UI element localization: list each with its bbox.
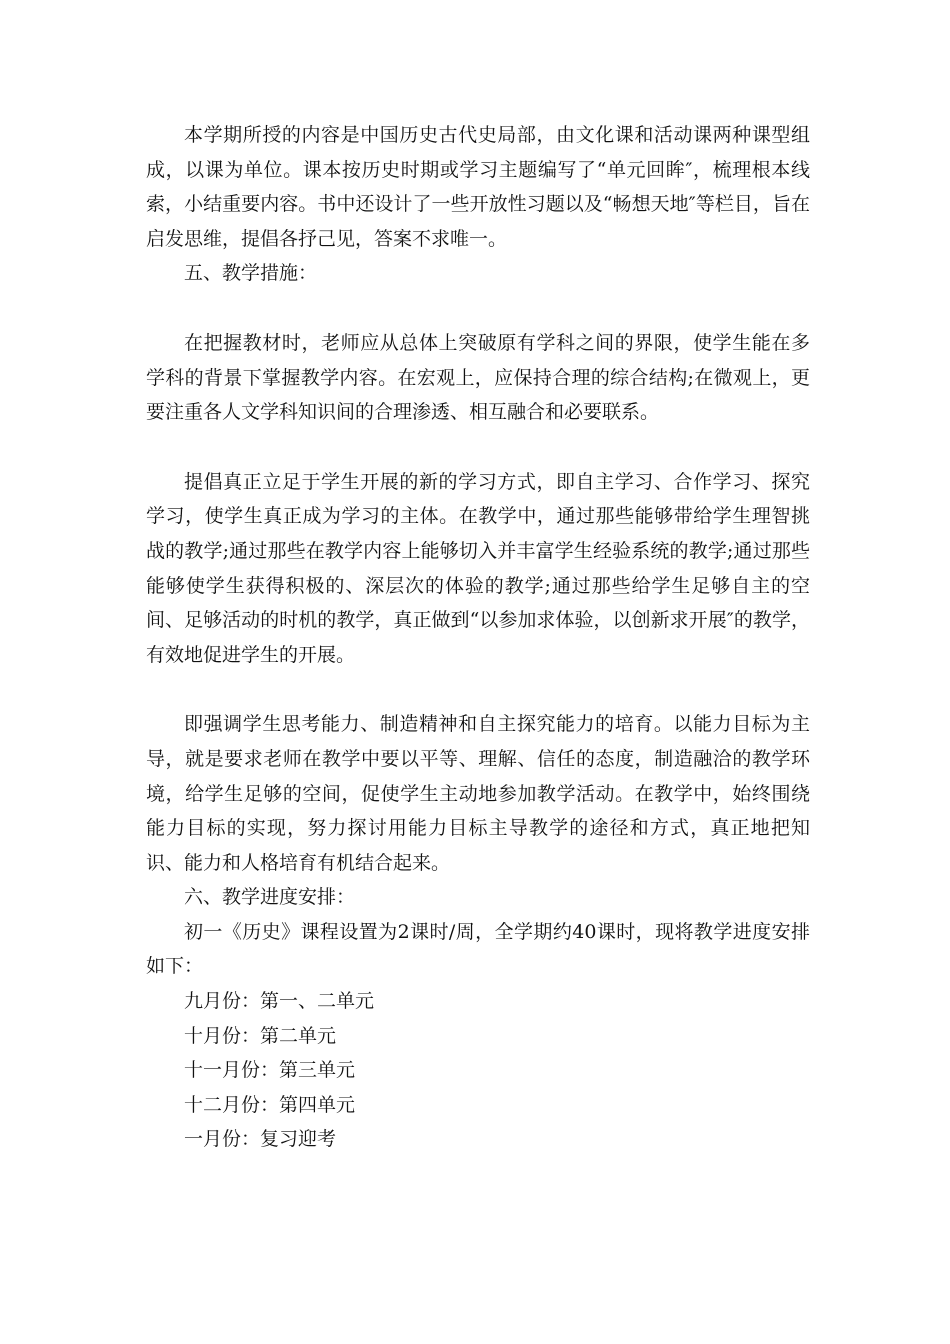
- paragraph-course-setting: 初一《历史》课程设置为2课时/周，全学期约40课时，现将教学进度安排如下：: [146, 920, 810, 978]
- paragraph-gap: [146, 430, 810, 465]
- schedule-november: 十一月份：第三单元: [184, 1059, 356, 1082]
- paragraph-ability-goals: 即强调学生思考能力、制造精神和自主探究能力的培育。以能力目标为主导，就是要求老师在教学中要以平等、理解、信任的态度，制造融洽的教学环境，给学生足够的空间，促使学生主动地参加教学活动。在教学中，始终围绕能力目标的实现，努力探讨用能力目标主导教学的途径和方式，真正地把知识、能力和人格培育有机结合起来。: [146, 713, 810, 874]
- paragraph-gap: [146, 291, 810, 326]
- document-body: [146, 118, 810, 1157]
- schedule-january: 一月份：复习迎考: [184, 1128, 337, 1151]
- schedule-september: 九月份：第一、二单元: [184, 990, 375, 1013]
- schedule-december: 十二月份：第四单元: [184, 1093, 356, 1116]
- paragraph-course-content: 本学期所授的内容是中国历史古代史局部，由文化课和活动课两种课型组成，以课为单位。课本按历史时期或学习主题编写了“单元回眸″，梳理根本线索，小结重要内容。书中还设计了一些开放性习题以及“畅想天地″等栏目，旨在启发思维，提倡各抒己见，答案不求唯一。: [146, 124, 810, 250]
- heading-teaching-schedule: 六、教学进度安排：: [184, 886, 356, 909]
- paragraph-gap: [146, 672, 810, 707]
- paragraph-learning-methods: 提倡真正立足于学生开展的新的学习方式，即自主学习、合作学习、探究学习，使学生真正成为学习的主体。在教学中，通过那些能够带给学生理智挑战的教学;通过那些在教学内容上能够切入并丰富学生经验系统的教学;通过那些能够使学生获得积极的、深层次的体验的教学;通过那些给学生足够自主的空间、足够活动的时机的教学，真正做到“以参加求体验，以创新求开展″的教学，有效地促进学生的开展。: [146, 470, 810, 666]
- heading-teaching-measures: 五、教学措施：: [184, 262, 318, 285]
- paragraph-textbook-mastery: 在把握教材时，老师应从总体上突破原有学科之间的界限，使学生能在多学科的背景下掌握教学内容。在宏观上，应保持合理的综合结构;在微观上，更要注重各人文学科知识间的合理渗透、相互融合和必要联系。: [146, 331, 810, 424]
- schedule-october: 十月份：第二单元: [184, 1024, 337, 1047]
